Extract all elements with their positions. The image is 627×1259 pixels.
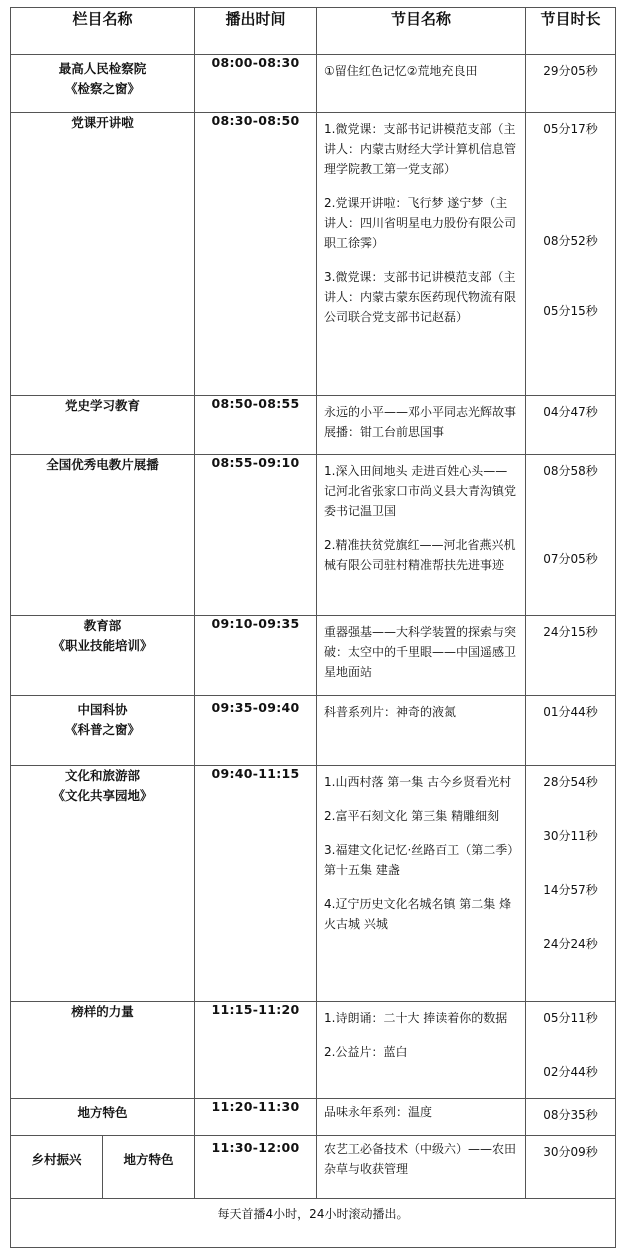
table-row xyxy=(11,396,616,455)
program-text: 1.诗朗诵：二十大 捧读着你的数据 xyxy=(324,1011,508,1025)
program-text: 2.公益片：蓝白 xyxy=(324,1045,408,1059)
table-row xyxy=(11,766,616,1002)
program-text: 1.微党课：支部书记讲模范支部（主讲人：内蒙古财经大学计算机信息管理学院教工第一党支部） xyxy=(324,122,517,176)
column-name: 榜样的力量 xyxy=(71,1004,134,1019)
table-row xyxy=(11,113,616,396)
duration-text: 30分11秒 xyxy=(543,829,598,843)
table-row xyxy=(11,455,616,616)
time-cell: 09:40-11:15 xyxy=(195,766,317,1002)
time-cell: 08:55-09:10 xyxy=(195,455,317,616)
program-cell xyxy=(317,396,526,455)
duration-cell xyxy=(526,113,616,396)
header-row xyxy=(11,8,616,55)
column-name: 文化和旅游部 xyxy=(64,768,140,783)
duration-text: 07分05秒 xyxy=(543,552,598,566)
column-subname: 《科普之窗》 xyxy=(64,722,140,737)
time-cell: 11:20-11:30 xyxy=(195,1099,317,1136)
header-broadcast-time: 播出时间 xyxy=(195,8,317,55)
table-row xyxy=(11,1002,616,1099)
column-cell xyxy=(11,455,195,616)
duration-cell xyxy=(526,696,616,766)
column-cell xyxy=(11,1099,195,1136)
table-row xyxy=(11,616,616,696)
footer-row xyxy=(11,1199,616,1248)
column-name: 党课开讲啦 xyxy=(71,115,134,130)
duration-cell xyxy=(526,616,616,696)
duration-text: 05分17秒 xyxy=(543,122,598,136)
column-cell xyxy=(11,616,195,696)
program-cell xyxy=(317,766,526,1002)
column-name: 最高人民检察院 xyxy=(58,61,147,76)
duration-cell xyxy=(526,1002,616,1099)
program-cell xyxy=(317,696,526,766)
duration-text: 29分05秒 xyxy=(543,64,598,78)
program-cell xyxy=(317,1002,526,1099)
column-cell xyxy=(11,1136,195,1199)
time-cell: 09:35-09:40 xyxy=(195,696,317,766)
duration-cell xyxy=(526,766,616,1002)
column-subname: 地方特色 xyxy=(123,1152,174,1167)
program-cell xyxy=(317,1136,526,1199)
duration-text: 14分57秒 xyxy=(543,883,598,897)
duration-text: 30分09秒 xyxy=(543,1145,598,1159)
column-name: 全国优秀电教片展播 xyxy=(46,457,159,472)
column-cell xyxy=(11,766,195,1002)
table-row xyxy=(11,1099,616,1136)
duration-text: 05分15秒 xyxy=(543,304,598,318)
column-cell xyxy=(11,113,195,396)
column-name: 教育部 xyxy=(83,618,122,633)
table-row xyxy=(11,696,616,766)
duration-cell xyxy=(526,396,616,455)
program-text: 2.精准扶贫党旗红——河北省燕兴机械有限公司驻村精准帮扶先进事迹 xyxy=(324,538,516,572)
time-cell: 08:30-08:50 xyxy=(195,113,317,396)
column-cell xyxy=(11,55,195,113)
duration-text: 24分24秒 xyxy=(543,937,598,951)
program-text: 4.辽宁历史文化名城名镇 第二集 烽火古城 兴城 xyxy=(324,897,512,931)
program-text: 科普系列片：神奇的液氮 xyxy=(324,705,457,719)
header-duration: 节目时长 xyxy=(526,8,616,55)
time-cell: 11:30-12:00 xyxy=(195,1136,317,1199)
column-name: 中国科协 xyxy=(77,702,128,717)
program-text: 永远的小平——邓小平同志光辉故事展播：钳工台前思国事 xyxy=(324,405,517,439)
program-text: 品味永年系列：温度 xyxy=(324,1105,433,1119)
program-text: ①留住红色记忆②荒地充良田 xyxy=(324,64,478,78)
column-name: 党史学习教育 xyxy=(64,398,140,413)
program-cell xyxy=(317,55,526,113)
duration-text: 04分47秒 xyxy=(543,405,598,419)
column-cell xyxy=(11,396,195,455)
schedule-table xyxy=(10,7,616,1248)
column-name: 地方特色 xyxy=(77,1105,128,1120)
duration-text: 08分58秒 xyxy=(543,464,598,478)
program-text: 2.党课开讲啦：飞行梦 遂宁梦（主讲人：四川省明星电力股份有限公司职工徐霁） xyxy=(324,196,517,250)
header-program-name: 节目名称 xyxy=(317,8,526,55)
time-cell: 08:00-08:30 xyxy=(195,55,317,113)
column-cell xyxy=(11,696,195,766)
duration-cell xyxy=(526,1099,616,1136)
program-text: 1.深入田间地头 走进百姓心头——记河北省张家口市尚义县大青沟镇党委书记温卫国 xyxy=(324,464,517,518)
program-cell xyxy=(317,616,526,696)
duration-text: 24分15秒 xyxy=(543,625,598,639)
column-name: 乡村振兴 xyxy=(11,1136,103,1198)
duration-text: 02分44秒 xyxy=(543,1065,598,1079)
duration-text: 01分44秒 xyxy=(543,705,598,719)
footer-note: 每天首播4小时，24小时滚动播出。 xyxy=(11,1199,616,1248)
column-cell xyxy=(11,1002,195,1099)
duration-text: 08分52秒 xyxy=(543,234,598,248)
program-cell xyxy=(317,1099,526,1136)
program-text: 农艺工必备技术（中级六）——农田杂草与收获管理 xyxy=(324,1142,517,1176)
duration-text: 05分11秒 xyxy=(543,1011,598,1025)
table-row xyxy=(11,55,616,113)
duration-text: 28分54秒 xyxy=(543,775,598,789)
duration-text: 08分35秒 xyxy=(543,1108,598,1122)
duration-cell xyxy=(526,455,616,616)
column-subname: 《检察之窗》 xyxy=(64,81,140,96)
program-cell xyxy=(317,455,526,616)
time-cell: 08:50-08:55 xyxy=(195,396,317,455)
program-text: 1.山西村落 第一集 古今乡贤看光村 xyxy=(324,775,512,789)
program-text: 重器强基——大科学装置的探索与突破：太空中的千里眼——中国遥感卫星地面站 xyxy=(324,625,517,679)
time-cell: 11:15-11:20 xyxy=(195,1002,317,1099)
header-column-name: 栏目名称 xyxy=(11,8,195,55)
time-cell: 09:10-09:35 xyxy=(195,616,317,696)
duration-cell xyxy=(526,1136,616,1199)
program-text: 2.富平石刻文化 第三集 精雕细刻 xyxy=(324,809,500,823)
duration-cell xyxy=(526,55,616,113)
program-text: 3.福建文化记忆·丝路百工（第二季）第十五集 建盏 xyxy=(324,843,514,877)
table-row xyxy=(11,1136,616,1199)
column-subname: 《职业技能培训》 xyxy=(52,638,153,653)
column-subname: 《文化共享园地》 xyxy=(52,788,153,803)
program-cell xyxy=(317,113,526,396)
program-text: 3.微党课：支部书记讲模范支部（主讲人：内蒙古蒙东医药现代物流有限公司联合党支部书记赵磊） xyxy=(324,270,517,324)
